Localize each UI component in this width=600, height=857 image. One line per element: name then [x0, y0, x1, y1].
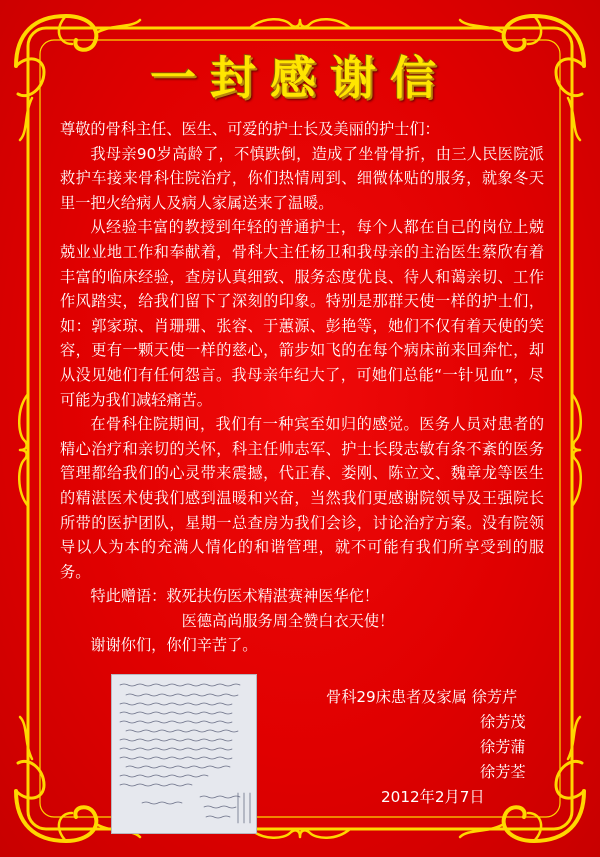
paragraph-2: 从经验丰富的教授到年轻的普通护士，每个人都在自己的岗位上兢兢业业地工作和奉献着，骨科大主任杨卫和我母亲的主治医生蔡欣有着丰富的临床经验，查房认真细致、服务态度优良、待人和蔼亲切、工作作风踏实，给我们留下了深刻的印象。特别是那群天使一样的护士们，如：郭家琼、肖珊珊、张容、于蕙源、彭艳等，她们不仅有着天使的笑容，更有一颗天使一样的慈心，箭步如飞的在每个病床前来回奔忙，却从没见她们有任何怨言。我母亲年纪大了，可她们总能“一针见血”，尽可能为我们减轻痛苦。 — [60, 218, 544, 409]
signature-line: 骨科29床患者及家属 徐芳芹 — [326, 688, 518, 706]
signature-name-1: 徐芳茂 — [480, 713, 526, 731]
special-dedication-2: 医德高尚服务周全赞白衣天使！ — [181, 611, 395, 630]
signature-name-3: 徐芳荃 — [480, 763, 526, 781]
letter-body — [60, 117, 544, 658]
signature-name-2: 徐芳蒲 — [480, 738, 526, 756]
paragraph-1: 我母亲90岁高龄了，不慎跌倒，造成了坐骨骨折，由三人民医院派救护车接来骨科住院治疗，你们热情周到、细微体贴的服务，就象冬天里一把火给病人及病人家属送来了温暖。 — [60, 144, 544, 212]
letter-title: 一封感谢信 — [150, 51, 450, 105]
paragraph-3: 在骨科住院期间，我们有一种宾至如归的感觉。医务人员对患者的精心治疗和亲切的关怀，科主任帅志军、护士长段志敏有条不紊的医务管理都给我们的心灵带来震撼，代正春、娄刚、陈立文、魏章龙等医生的精湛医术使我们感到温暖和兴奋，当然我们更感谢院领导及王强院长所带的医护团队，星期一总查房为我们会诊，讨论治疗方案。没有院领导以人为本的充满人情化的和谐管理，就不可能有我们所享受到的服务。 — [60, 415, 544, 581]
signature-date: 2012年2月7日 — [381, 788, 485, 806]
greeting: 尊敬的骨科主任、医生、可爱的护士长及美丽的护士们： — [60, 120, 440, 138]
thanks-line: 谢谢你们，你们辛苦了。 — [90, 636, 258, 655]
handwritten-letter-photo — [111, 674, 257, 834]
special-dedication-1: 特此赠语：救死扶伤医术精湛赛神医华佗！ — [90, 587, 379, 606]
